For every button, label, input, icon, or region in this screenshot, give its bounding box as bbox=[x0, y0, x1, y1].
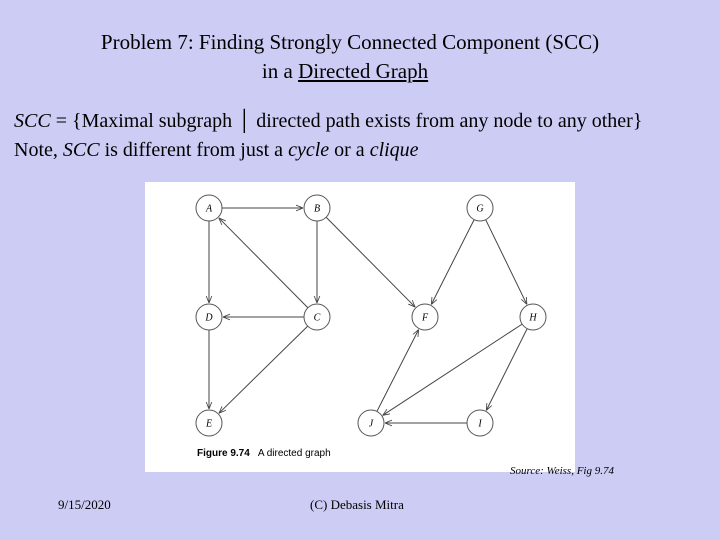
note-joiner: or a bbox=[329, 139, 370, 161]
graph-node-j bbox=[358, 410, 384, 436]
definition-text: = {Maximal subgraph │ directed path exists from any node to any other} bbox=[50, 110, 643, 132]
note-prefix: Note, bbox=[14, 139, 63, 161]
note-line bbox=[14, 139, 419, 162]
note-middle: is different from just a bbox=[99, 139, 289, 161]
graph-node-a bbox=[196, 195, 222, 221]
graph-node-g bbox=[467, 195, 493, 221]
edge-c-a bbox=[219, 218, 308, 308]
figure-caption bbox=[197, 448, 331, 459]
graph-node-e bbox=[196, 410, 222, 436]
source-citation: Source: Weiss, Fig 9.74 bbox=[510, 465, 614, 477]
node-label: B bbox=[313, 203, 321, 215]
edge-h-i bbox=[486, 329, 527, 411]
slide-title-line1: Problem 7: Finding Strongly Connected Component (SCC) bbox=[100, 30, 600, 54]
node-label: I bbox=[478, 418, 482, 430]
graph-node-i bbox=[467, 410, 493, 436]
caption-text: A directed graph bbox=[257, 448, 331, 459]
node-label: H bbox=[529, 312, 537, 324]
node-label: C bbox=[313, 312, 321, 324]
graph-node-c bbox=[304, 304, 330, 330]
edge-c-e bbox=[219, 326, 308, 413]
node-label: G bbox=[476, 203, 484, 215]
node-label: E bbox=[205, 418, 213, 430]
footer-date: 9/15/2020 bbox=[58, 497, 111, 512]
node-label: A bbox=[205, 203, 213, 215]
node-label: D bbox=[205, 312, 213, 324]
note-word-cycle: cycle bbox=[288, 139, 330, 161]
edge-h-j bbox=[383, 324, 522, 415]
edge-g-f bbox=[431, 220, 474, 305]
title-prefix: in a bbox=[261, 59, 299, 83]
slide-title-line2 bbox=[0, 56, 690, 87]
edge-j-f bbox=[377, 329, 419, 411]
edge-g-h bbox=[486, 220, 527, 305]
footer-copyright: (C) Debasis Mitra bbox=[310, 497, 404, 512]
node-label: J bbox=[368, 418, 374, 430]
node-label: F bbox=[421, 312, 429, 324]
caption-number: Figure 9.74 bbox=[197, 448, 250, 459]
graph-node-d bbox=[196, 304, 222, 330]
directed-graph bbox=[145, 182, 575, 472]
edge-b-f bbox=[326, 217, 415, 307]
graph-node-f bbox=[412, 304, 438, 330]
title-underlined-text: Directed Graph bbox=[298, 59, 429, 83]
note-word-clique: clique bbox=[369, 139, 419, 161]
graph-node-b bbox=[304, 195, 330, 221]
graph-figure bbox=[145, 182, 575, 472]
scc-definition bbox=[14, 110, 642, 133]
scc-term: SCC bbox=[14, 110, 51, 132]
graph-node-h bbox=[520, 304, 546, 330]
note-term: SCC bbox=[62, 139, 100, 161]
